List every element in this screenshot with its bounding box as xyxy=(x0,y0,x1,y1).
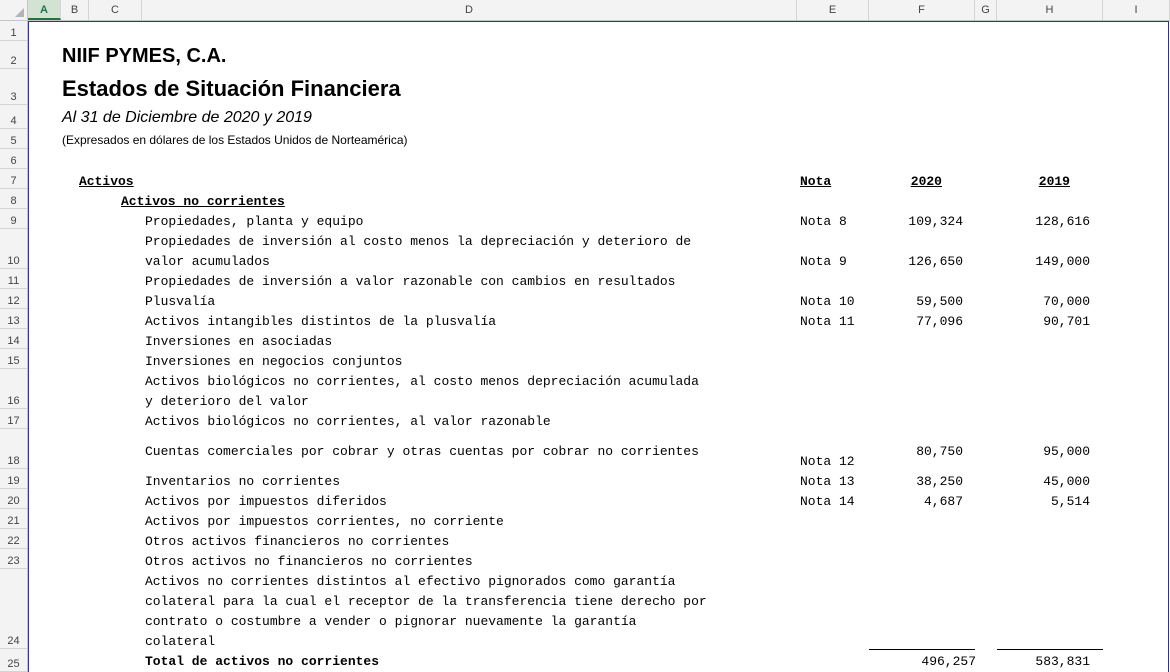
column-header-i[interactable]: I xyxy=(1103,0,1170,20)
line-item-label: Propiedades de inversión a valor razonable con cambios en resultados xyxy=(145,274,676,289)
row-header[interactable]: 9 xyxy=(0,209,27,229)
row-header[interactable]: 18 xyxy=(0,429,27,469)
column-header-c[interactable]: C xyxy=(89,0,142,20)
section-label-activos: Activos xyxy=(79,174,134,189)
line-item-value-2020: 77,096 xyxy=(916,314,963,329)
currency-note: (Expresados en dólares de los Estados Unidos de Norteamérica) xyxy=(62,133,408,147)
line-item-value-2019: 70,000 xyxy=(1043,294,1090,309)
line-item-label: Otros activos financieros no corrientes xyxy=(145,534,450,549)
line-item-nota: Nota 11 xyxy=(800,314,855,329)
row-header[interactable]: 13 xyxy=(0,309,27,329)
line-item-value-2019: 90,701 xyxy=(1043,314,1090,329)
column-header-g[interactable]: G xyxy=(975,0,997,20)
total-rule-2019 xyxy=(997,649,1103,650)
row-header[interactable]: 6 xyxy=(0,149,27,169)
column-header-b[interactable]: B xyxy=(61,0,89,20)
row-header[interactable]: 19 xyxy=(0,469,27,489)
row-header[interactable]: 1 xyxy=(0,21,27,41)
line-item-value-2019: 149,000 xyxy=(1035,254,1090,269)
column-header-a[interactable]: A xyxy=(28,0,61,20)
line-item-label: valor acumulados xyxy=(145,254,270,269)
select-all-corner[interactable] xyxy=(0,0,28,20)
line-item-nota: Nota 13 xyxy=(800,474,855,489)
row-header[interactable]: 2 xyxy=(0,41,27,69)
column-header-h[interactable]: H xyxy=(997,0,1103,20)
row-header[interactable]: 10 xyxy=(0,229,27,269)
line-item-value-2020: 126,650 xyxy=(908,254,963,269)
row-header[interactable]: 5 xyxy=(0,129,27,149)
column-header-f[interactable]: F xyxy=(869,0,975,20)
row-header[interactable]: 7 xyxy=(0,169,27,189)
line-item-nota: Nota 12 xyxy=(800,454,855,469)
line-item-value-2020: 38,250 xyxy=(916,474,963,489)
line-item-nota: Nota 9 xyxy=(800,254,847,269)
line-item-nota: Nota 8 xyxy=(800,214,847,229)
line-item-value-2019: 95,000 xyxy=(1043,444,1090,459)
column-title-2020: 2020 xyxy=(910,174,942,189)
line-item-label: y deterioro del valor xyxy=(145,394,309,409)
row-header[interactable]: 21 xyxy=(0,509,27,529)
row-header[interactable]: 23 xyxy=(0,549,27,569)
line-item-value-2019: 5,514 xyxy=(1050,494,1090,509)
row-header[interactable]: 11 xyxy=(0,269,27,289)
column-title-2019: 2019 xyxy=(1038,174,1070,189)
line-item-value-2020: 59,500 xyxy=(916,294,963,309)
total-label: Total de activos no corrientes xyxy=(145,654,380,669)
row-header[interactable]: 3 xyxy=(0,69,27,105)
row-header[interactable]: 14 xyxy=(0,329,27,349)
row-header[interactable]: 20 xyxy=(0,489,27,509)
column-header-bar xyxy=(0,0,1170,21)
line-item-label: Plusvalía xyxy=(145,294,216,309)
row-header[interactable]: 16 xyxy=(0,369,27,409)
column-header-e[interactable]: E xyxy=(797,0,869,20)
line-item-label: Inversiones en asociadas xyxy=(145,334,333,349)
line-item-label: Otros activos no financieros no corrientes xyxy=(145,554,473,569)
line-item-label: Propiedades, planta y equipo xyxy=(145,214,364,229)
row-header[interactable]: 25 xyxy=(0,649,27,672)
line-item-value-2019: 45,000 xyxy=(1043,474,1090,489)
statement-title: Estados de Situación Financiera xyxy=(62,76,401,101)
statement-date: Al 31 de Diciembre de 2020 y 2019 xyxy=(62,109,312,126)
line-item-label: Activos biológicos no corrientes, al costo menos depreciación acumulada xyxy=(145,374,699,389)
line-item-label: Activos biológicos no corrientes, al valor razonable xyxy=(145,414,551,429)
row-header[interactable]: 15 xyxy=(0,349,27,369)
total-value-2019: 583,831 xyxy=(1035,654,1090,669)
line-item-value-2020: 80,750 xyxy=(916,444,963,459)
row-header[interactable]: 24 xyxy=(0,569,27,649)
line-item-value-2019: 128,616 xyxy=(1035,214,1090,229)
row-header[interactable]: 12 xyxy=(0,289,27,309)
line-item-value-2020: 4,687 xyxy=(923,494,963,509)
row-header-bar xyxy=(0,21,28,672)
row-header[interactable]: 22 xyxy=(0,529,27,549)
line-item-label: Activos intangibles distintos de la plusvalía xyxy=(145,314,497,329)
row-header[interactable]: 4 xyxy=(0,105,27,129)
line-item-label: Inventarios no corrientes xyxy=(145,474,341,489)
line-item-label: Propiedades de inversión al costo menos la depreciación y deterioro de xyxy=(145,234,692,249)
line-item-label: Activos por impuestos corrientes, no corriente xyxy=(145,514,504,529)
company-name: NIIF PYMES, C.A. xyxy=(62,45,227,67)
row-header[interactable]: 17 xyxy=(0,409,27,429)
column-header-d[interactable]: D xyxy=(142,0,797,20)
line-item-nota: Nota 10 xyxy=(800,294,855,309)
line-item-nota: Nota 14 xyxy=(800,494,855,509)
line-item-label: Activos no corrientes distintos al efectivo pignorados como garantía xyxy=(145,574,676,589)
row-header[interactable]: 8 xyxy=(0,189,27,209)
line-item-value-2020: 109,324 xyxy=(908,214,963,229)
column-title-nota: Nota xyxy=(800,174,832,189)
line-item-label: Inversiones en negocios conjuntos xyxy=(145,354,403,369)
line-item-label: colateral xyxy=(145,634,216,649)
line-item-label: colateral para la cual el receptor de la transferencia tiene derecho por xyxy=(145,594,707,609)
line-item-label: Activos por impuestos diferidos xyxy=(145,494,387,509)
line-item-label: Cuentas comerciales por cobrar y otras cuentas por cobrar no corrientes xyxy=(145,444,699,459)
total-value-2020: 496,257 xyxy=(921,654,976,669)
total-rule-2020 xyxy=(869,649,975,650)
subsection-label: Activos no corrientes xyxy=(121,194,285,209)
line-item-label: contrato o costumbre a vender o pignorar nuevamente la garantía xyxy=(145,614,637,629)
